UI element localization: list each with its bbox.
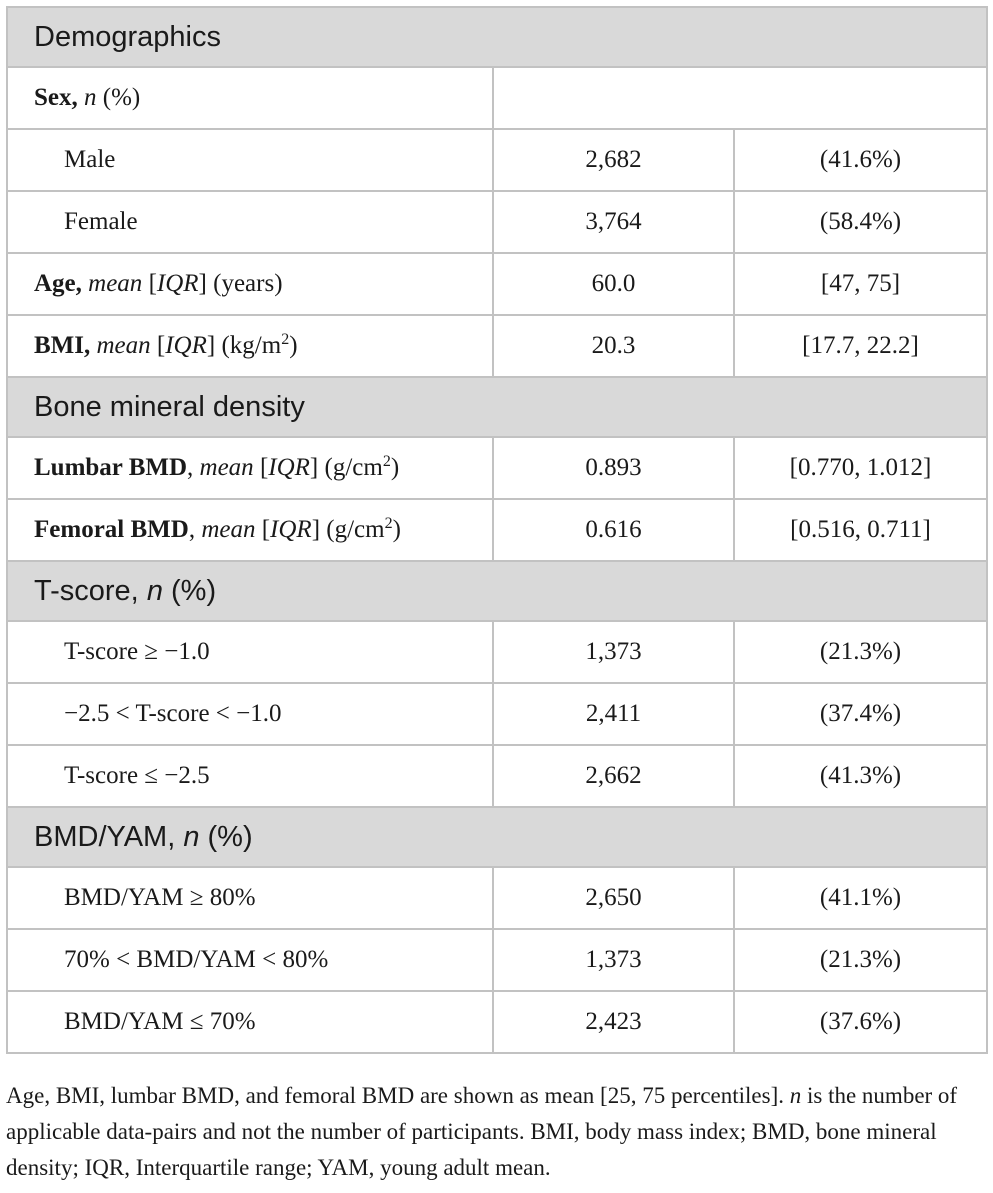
superscript: 2: [382, 453, 391, 470]
label-rest: ] (years): [198, 270, 283, 297]
percent-cell: (58.4%): [734, 191, 987, 253]
table-row-yam-mid: [7, 929, 987, 991]
table-row-lumbar-bmd: [7, 437, 987, 499]
row-label: T-score ≥ −1.0: [7, 621, 493, 683]
section-title: [7, 807, 987, 867]
label-italic: IQR: [156, 270, 199, 297]
section-bmd-yam: [7, 807, 987, 867]
row-label: [7, 253, 493, 315]
mean-cell: 60.0: [493, 253, 734, 315]
section-title-rest: (%): [199, 820, 253, 853]
section-t-score: [7, 561, 987, 621]
footnote-part1: Age, BMI, lumbar BMD, and femoral BMD are shown as mean [25, 75 percentiles].: [6, 1083, 790, 1108]
table-row-male: [7, 129, 987, 191]
label-italic: mean: [90, 332, 151, 359]
table-row-sex: [7, 67, 987, 129]
label-italic: IQR: [270, 516, 312, 543]
label-comma: ,: [188, 516, 196, 543]
row-label: BMD/YAM ≥ 80%: [7, 867, 493, 929]
section-title: Demographics: [7, 7, 987, 67]
label-italic: mean: [81, 270, 143, 297]
row-label: [7, 499, 493, 561]
label-end: ): [390, 454, 400, 481]
section-title-italic: n: [183, 820, 200, 853]
count-cell: 1,373: [493, 621, 734, 683]
mean-cell: 0.893: [493, 437, 734, 499]
row-label: [7, 315, 493, 377]
label-italic: mean: [195, 516, 256, 543]
iqr-cell: [47, 75]: [734, 253, 987, 315]
iqr-cell: [0.770, 1.012]: [734, 437, 987, 499]
section-bone-mineral-density: [7, 377, 987, 437]
percent-cell: (41.6%): [734, 129, 987, 191]
count-cell: 2,411: [493, 683, 734, 745]
table-footnote: [6, 1078, 988, 1186]
percent-cell: (41.1%): [734, 867, 987, 929]
count-cell: 2,662: [493, 745, 734, 807]
section-title-text: T-score,: [34, 574, 147, 607]
label-bold: Sex,: [34, 84, 78, 111]
label-italic: mean: [193, 454, 254, 481]
section-title-rest: (%): [162, 574, 217, 607]
label-bold: Lumbar BMD: [34, 454, 188, 481]
label-bold: Age,: [34, 270, 82, 297]
label-rest: ] (g/cm: [309, 454, 383, 481]
table-row-femoral-bmd: [7, 499, 987, 561]
percent-cell: (37.4%): [734, 683, 987, 745]
label-bold: BMI,: [34, 332, 91, 359]
mean-cell: 20.3: [493, 315, 734, 377]
count-cell: 2,682: [493, 129, 734, 191]
table-row-tscore-normal: [7, 621, 987, 683]
table-row-tscore-osteopenia: [7, 683, 987, 745]
percent-cell: (21.3%): [734, 929, 987, 991]
table-row-tscore-osteoporosis: [7, 745, 987, 807]
row-label: Female: [7, 191, 493, 253]
label-text: [: [142, 270, 157, 297]
label-rest: ] (kg/m: [206, 332, 282, 359]
iqr-cell: [17.7, 22.2]: [734, 315, 987, 377]
row-label: Male: [7, 129, 493, 191]
section-title: Bone mineral density: [7, 377, 987, 437]
label-end: ): [392, 516, 401, 543]
row-label: BMD/YAM ≤ 70%: [7, 991, 493, 1053]
row-label: [7, 67, 493, 129]
percent-cell: (41.3%): [734, 745, 987, 807]
count-cell: 2,650: [493, 867, 734, 929]
row-label: T-score ≤ −2.5: [7, 745, 493, 807]
label-italic: IQR: [268, 454, 310, 481]
label-italic: n: [77, 84, 97, 111]
label-rest: ] (g/cm: [311, 516, 385, 543]
section-title-italic: n: [146, 574, 163, 607]
iqr-cell: [0.516, 0.711]: [734, 499, 987, 561]
label-rest: (%): [96, 84, 141, 111]
label-end: ): [289, 332, 298, 359]
table-row-age: [7, 253, 987, 315]
table-row-female: [7, 191, 987, 253]
section-title: [7, 561, 987, 621]
row-label: 70% < BMD/YAM < 80%: [7, 929, 493, 991]
percent-cell: (37.6%): [734, 991, 987, 1053]
label-text: [: [253, 454, 269, 481]
count-cell: 1,373: [493, 929, 734, 991]
section-title-text: BMD/YAM,: [34, 820, 184, 853]
label-text: [: [150, 332, 166, 359]
empty-cell: [493, 67, 987, 129]
superscript: 2: [384, 515, 393, 532]
footnote-italic-n: n: [789, 1083, 802, 1108]
table-row-bmi: [7, 315, 987, 377]
percent-cell: (21.3%): [734, 621, 987, 683]
demographics-table: [6, 6, 988, 1054]
label-text: [: [255, 516, 271, 543]
row-label: −2.5 < T-score < −1.0: [7, 683, 493, 745]
table-row-yam-low: [7, 991, 987, 1053]
row-label: [7, 437, 493, 499]
count-cell: 2,423: [493, 991, 734, 1053]
superscript: 2: [281, 331, 290, 348]
label-bold: Femoral BMD: [34, 516, 189, 543]
section-demographics: [7, 7, 987, 67]
label-comma: ,: [187, 454, 194, 481]
count-cell: 3,764: [493, 191, 734, 253]
mean-cell: 0.616: [493, 499, 734, 561]
footnote-part2: is the number of applicable data-pairs and not the number of participants. BMI, body mass index; BMD, bone mineral density; IQR, Interquartile range; YAM, young adult mean.: [6, 1083, 958, 1180]
table-row-yam-high: [7, 867, 987, 929]
label-italic: IQR: [165, 332, 207, 359]
